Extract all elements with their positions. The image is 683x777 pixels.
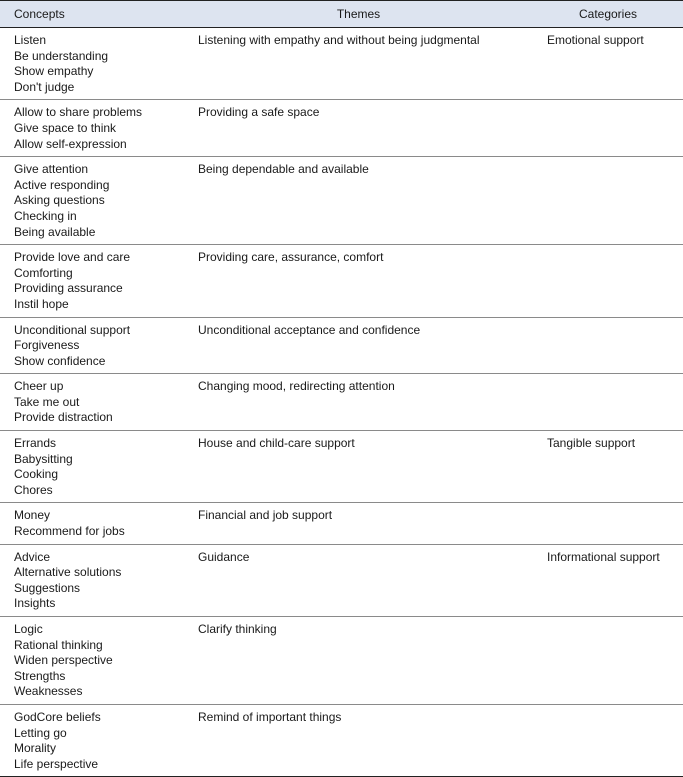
concepts-cell: [0, 710, 184, 772]
concept-item: Provide love and care: [14, 250, 131, 265]
concept-item: Allow to share problems: [14, 105, 143, 120]
concepts-cell: [0, 105, 184, 152]
theme-text: Providing care, assurance, comfort: [198, 250, 384, 265]
concept-item: Show confidence: [14, 353, 106, 368]
category-cell: [533, 622, 683, 700]
concept-item: Active responding: [14, 177, 110, 192]
theme-cell: [184, 162, 533, 240]
theme-cell: [184, 622, 533, 700]
category-cell: [533, 323, 683, 370]
concept-item: Instil hope: [14, 296, 69, 311]
concept-item: Advice: [14, 549, 51, 564]
concept-item: Chores: [14, 482, 53, 497]
concept-item: Provide distraction: [14, 410, 113, 425]
theme-cell: [184, 323, 533, 370]
concept-item: Widen perspective: [14, 653, 113, 668]
category-cell: [533, 33, 683, 95]
concept-item: Suggestions: [14, 580, 81, 595]
table-row: [0, 100, 683, 157]
concepts-cell: [0, 508, 184, 539]
concept-item: GodCore beliefs: [14, 709, 101, 724]
concept-item: Don't judge: [14, 79, 75, 94]
category-cell: [533, 436, 683, 498]
concept-item: Babysitting: [14, 451, 73, 466]
concept-item: Allow self-expression: [14, 136, 127, 151]
table-header: [0, 0, 683, 28]
concept-item: Give space to think: [14, 120, 117, 135]
category-cell: [533, 379, 683, 426]
table-row: [0, 28, 683, 100]
concept-item: Give attention: [14, 162, 89, 177]
concept-item: Insights: [14, 596, 56, 611]
theme-text: Clarify thinking: [198, 622, 277, 636]
concept-item: Be understanding: [14, 48, 109, 63]
concept-item: Show empathy: [14, 64, 94, 79]
category-text: Informational support: [547, 549, 660, 564]
theme-cell: [184, 436, 533, 498]
header-categories: Categories: [578, 7, 638, 21]
concepts-cell: [0, 162, 184, 240]
theme-cell: [184, 105, 533, 152]
concept-item: Money: [14, 508, 51, 523]
concept-item: Morality: [14, 741, 57, 756]
concept-item: Life perspective: [14, 756, 99, 771]
concept-item: Recommend for jobs: [14, 524, 125, 539]
theme-cell: [184, 710, 533, 772]
concept-item: Providing assurance: [14, 281, 123, 296]
table-row: [0, 157, 683, 245]
table-row: [0, 545, 683, 617]
concept-item: Letting go: [14, 725, 67, 740]
table-row: [0, 431, 683, 503]
theme-cell: [184, 33, 533, 95]
concept-item: Rational thinking: [14, 637, 103, 652]
category-cell: [533, 710, 683, 772]
theme-text: Unconditional acceptance and confidence: [198, 322, 421, 337]
category-cell: [533, 105, 683, 152]
concepts-cell: [0, 379, 184, 426]
concepts-cell: [0, 436, 184, 498]
concept-item: Checking in: [14, 208, 77, 223]
category-text: Tangible support: [547, 436, 636, 451]
table-body: [0, 28, 683, 776]
header-themes: Themes: [336, 7, 381, 21]
theme-cell: [184, 550, 533, 612]
theme-text: Changing mood, redirecting attention: [198, 379, 395, 394]
table-row: [0, 617, 683, 705]
concept-item: Forgiveness: [14, 338, 80, 353]
concepts-cell: [0, 550, 184, 612]
concept-item: Strengths: [14, 668, 66, 683]
category-cell: [533, 550, 683, 612]
category-cell: [533, 162, 683, 240]
concepts-cell: [0, 33, 184, 95]
theme-text: Listening with empathy and without being judgmental: [198, 33, 480, 47]
concept-item: Listen: [14, 33, 47, 47]
concept-item: Being available: [14, 224, 96, 239]
category-text: Emotional support: [547, 33, 644, 47]
concept-item: Logic: [14, 622, 43, 636]
concepts-cell: [0, 323, 184, 370]
concept-item: Weaknesses: [14, 684, 83, 699]
table-row: [0, 503, 683, 544]
concept-item: Comforting: [14, 265, 73, 280]
theme-cell: [184, 250, 533, 312]
concepts-cell: [0, 622, 184, 700]
category-cell: [533, 508, 683, 539]
header-concepts: Concepts: [14, 7, 65, 21]
table-row: [0, 245, 683, 317]
table-row: [0, 318, 683, 375]
table-row: [0, 374, 683, 431]
theme-cell: [184, 508, 533, 539]
concept-item: Asking questions: [14, 193, 105, 208]
concept-item: Cooking: [14, 467, 59, 482]
concept-item: Unconditional support: [14, 322, 131, 337]
table-row: [0, 705, 683, 776]
theme-cell: [184, 379, 533, 426]
theme-text: Remind of important things: [198, 709, 342, 724]
category-cell: [533, 250, 683, 312]
concept-item: Take me out: [14, 394, 80, 409]
theme-text: Providing a safe space: [198, 105, 320, 120]
concept-item: Alternative solutions: [14, 565, 122, 580]
concepts-cell: [0, 250, 184, 312]
theme-text: House and child-care support: [198, 436, 355, 451]
concept-item: Errands: [14, 436, 57, 451]
concept-item: Cheer up: [14, 379, 64, 394]
theme-text: Being dependable and available: [198, 162, 369, 177]
theme-text: Financial and job support: [198, 508, 333, 523]
theme-text: Guidance: [198, 549, 250, 564]
